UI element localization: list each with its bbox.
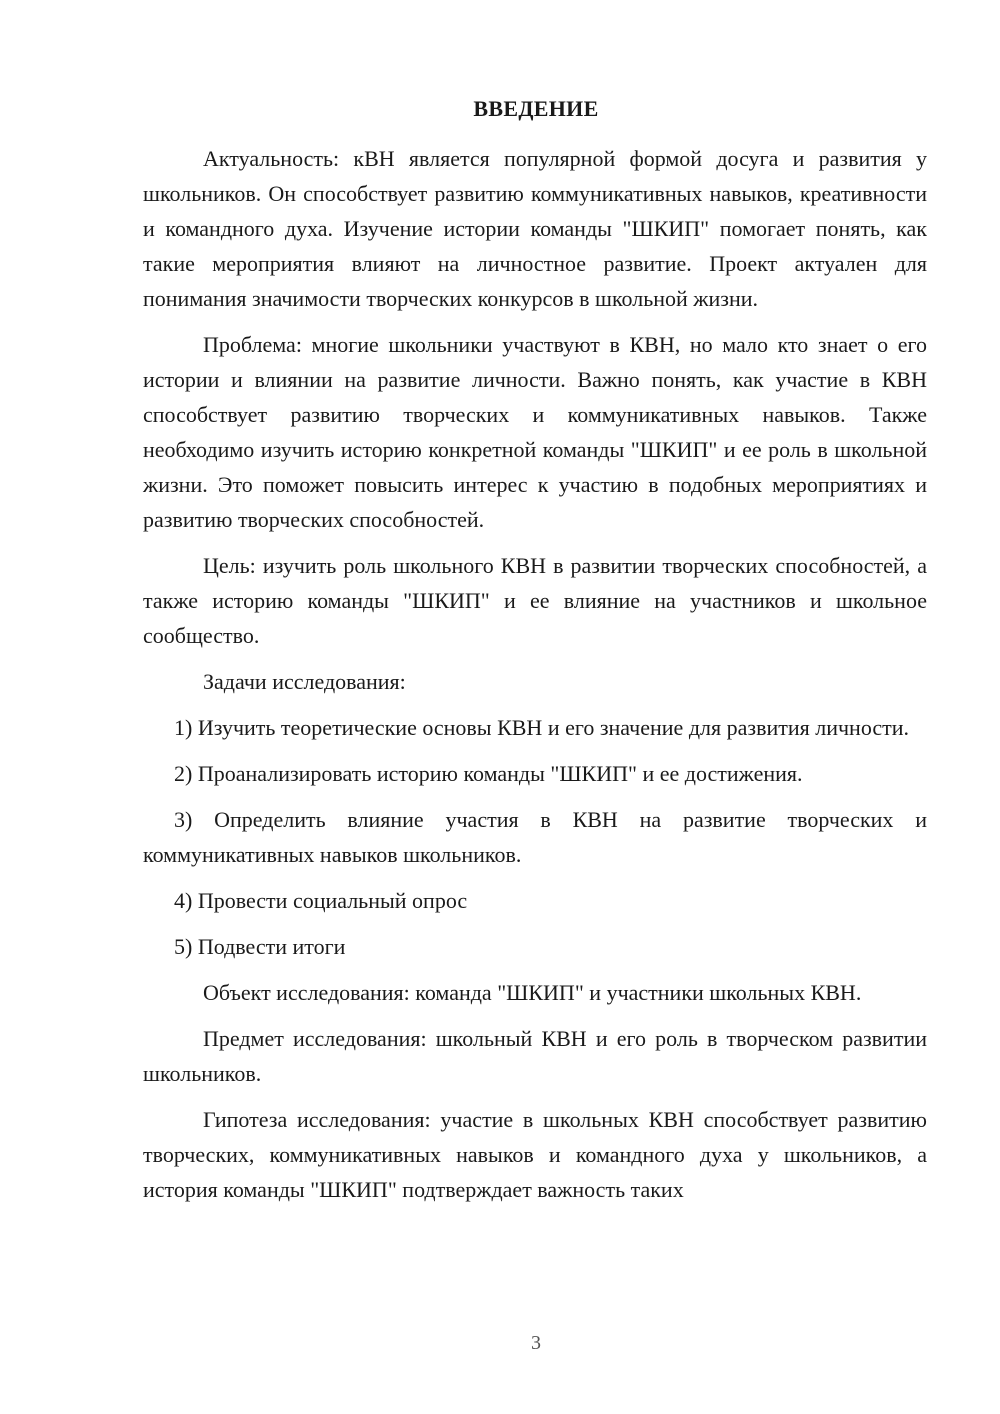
task-item-5: 5) Подвести итоги [174,934,346,959]
hypothesis-paragraph: Гипотеза исследования: участие в школьных КВН способствует развитию творческих, коммуникативных навыков и командного духа у школьников, а история команды "ШКИП" подтверждает важность таких [143,1107,927,1202]
object-paragraph: Объект исследования: команда "ШКИП" и участники школьных КВН. [203,980,862,1005]
document-body [143,141,927,1218]
tasks-heading: Задачи исследования: [203,669,406,694]
task-item-2: 2) Проанализировать историю команды "ШКИП" и ее достижения. [174,761,803,786]
page-title: ВВЕДЕНИЕ [473,96,599,121]
subject-paragraph: Предмет исследования: школьный КВН и его роль в творческом развитии школьников. [143,1026,927,1086]
task-item-4: 4) Провести социальный опрос [174,888,468,913]
page-number: 3 [531,1332,541,1354]
problem-paragraph: Проблема: многие школьники участвуют в КВН, но мало кто знает о его истории и влиянии на развитие личности. Важно понять, как участие в КВН способствует развитию творческих и коммуникативных навыков. Также необходимо изучить историю конкретной команды "ШКИП" и ее роль в школьной жизни. Это поможет повысить интерес к участию в подобных мероприятиях и развитию творческих способностей. [143,332,927,532]
relevance-paragraph: Актуальность: кВН является популярной формой досуга и развития у школьников. Он способствует развитию коммуникативных навыков, креативности и командного духа. Изучение истории команды "ШКИП" помогает понять, как такие мероприятия влияют на личностное развитие. Проект актуален для понимания значимости творческих конкурсов в школьной жизни. [143,146,927,311]
task-item-3: 3) Определить влияние участия в КВН на развитие творческих и коммуникативных навыков школьников. [143,807,927,867]
goal-paragraph: Цель: изучить роль школьного КВН в развитии творческих способностей, а также историю команды "ШКИП" и ее влияние на участников и школьное сообщество. [143,553,927,648]
task-item-1: 1) Изучить теоретические основы КВН и его значение для развития личности. [174,715,910,740]
